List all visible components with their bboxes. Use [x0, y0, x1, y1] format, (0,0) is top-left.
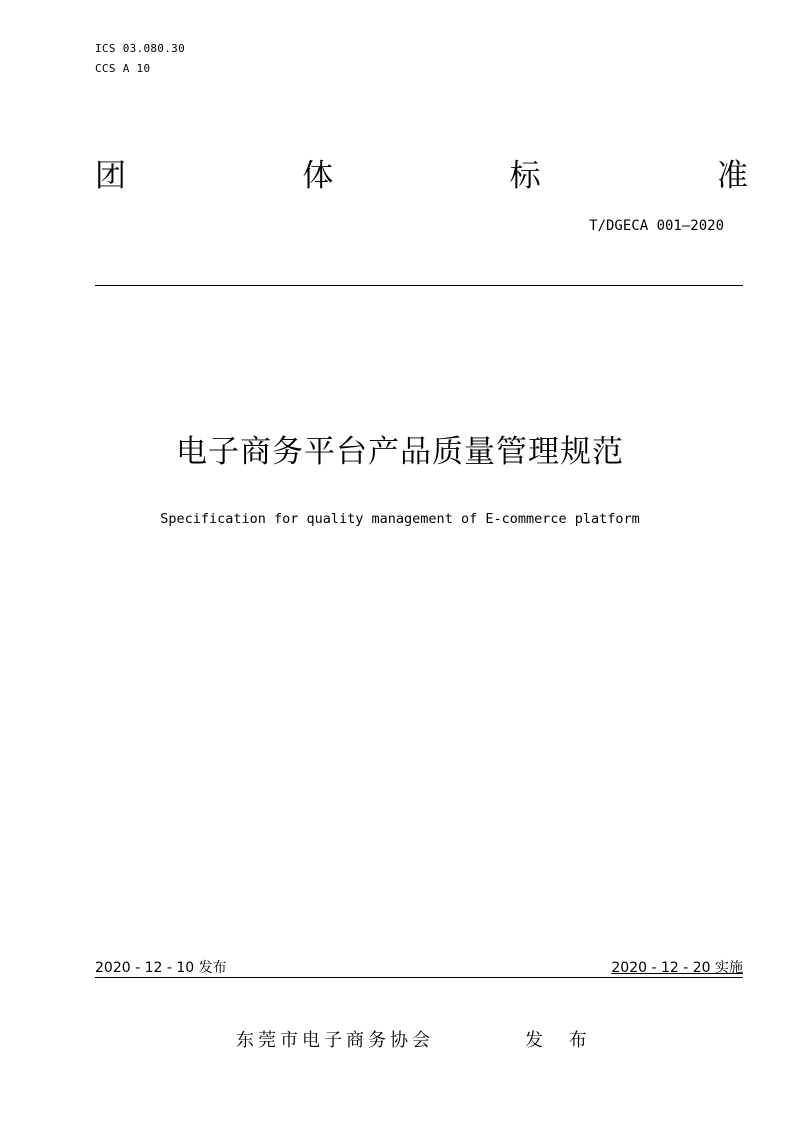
document-title-chinese: 电子商务平台产品质量管理规范 — [176, 434, 624, 470]
standard-type-char: 体 — [302, 158, 334, 194]
bottom-divider — [95, 977, 743, 978]
standard-type-char: 标 — [509, 158, 541, 194]
issue-date: 2020 - 12 - 10 发布 — [95, 960, 227, 976]
top-divider — [95, 285, 743, 286]
ics-code: ICS 03.080.30 — [95, 42, 185, 55]
standard-type-heading — [95, 156, 748, 196]
publisher-name: 东莞市电子商务协会 — [236, 1030, 434, 1051]
ccs-code: CCS A 10 — [95, 62, 151, 75]
standard-type-char: 准 — [716, 158, 748, 194]
publish-label: 发 布 — [525, 1030, 597, 1051]
document-title-english: Specification for quality management of E-commerce platform — [160, 511, 640, 527]
standard-type-char: 团 — [95, 158, 126, 194]
implementation-date: 2020 - 12 - 20 实施 — [611, 960, 743, 976]
standard-number: T/DGECA 001—2020 — [589, 218, 724, 234]
